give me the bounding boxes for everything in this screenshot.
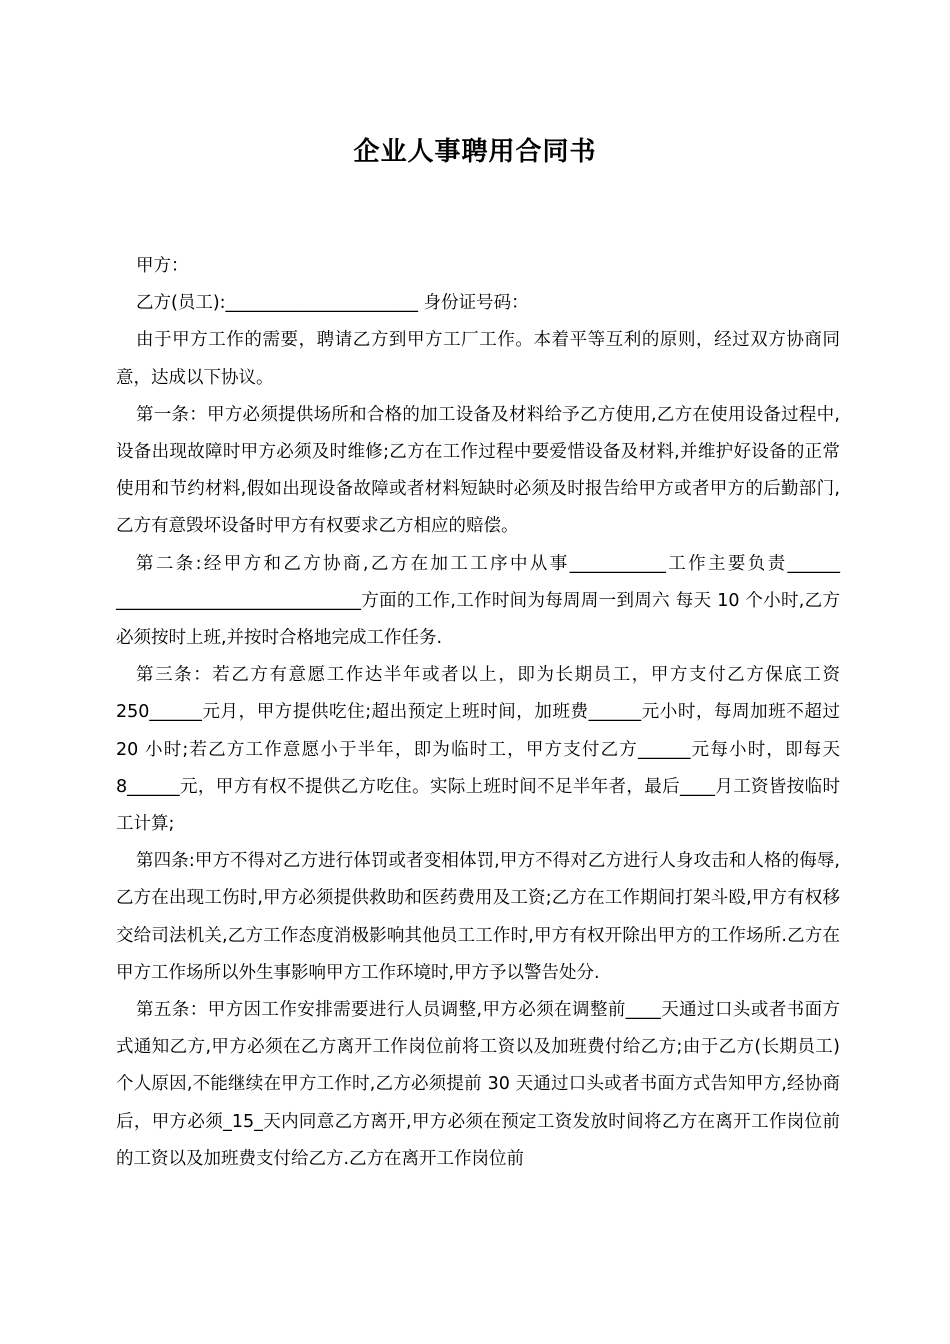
article-5-paragraph: 第五条：甲方因工作安排需要进行人员调整,甲方必须在调整前____天通过口头或者书面方式通知乙方,甲方必须在乙方离开工作岗位前将工资以及加班费付给乙方;由于乙方(长期员工)个人原因,不能继续在甲方工作时,乙方必须提前 30 天通过口头或者书面方式告知甲方,经协商后，甲方必须_15_天内同意乙方离开,甲方必须在预定工资发放时间将乙方在离开工作岗位前的工资以及加班费支付给乙方.乙方在离开工作岗位前 (116, 1000, 840, 1169)
article-4-paragraph: 第四条:甲方不得对乙方进行体罚或者变相体罚,甲方不得对乙方进行人身攻击和人格的侮辱,乙方在出现工伤时,甲方必须提供救助和医药费用及工资;乙方在工作期间打架斗殴,甲方有权移交给司法机关,乙方工作态度消极影响其他员工工作时,甲方有权开除出甲方的工作场所.乙方在甲方工作场所以外生事影响甲方工作环境时,甲方予以警告处分. (116, 851, 840, 983)
party-a-line: 甲方： (136, 256, 189, 276)
document-body (116, 248, 840, 1178)
article-3-paragraph: 第三条：若乙方有意愿工作达半年或者以上，即为长期员工，甲方支付乙方保底工资 250______元月，甲方提供吃住;超出预定上班时间，加班费______元小时，每周加班不超过 20 小时;若乙方工作意愿小于半年，即为临时工，甲方支付乙方______元每小时，即每天 8______元，甲方有权不提供乙方吃住。实际上班时间不足半年者，最后____月工资皆按临时工计算; (116, 665, 840, 835)
document-title: 企业人事聘用合同书 (353, 137, 597, 167)
article-1-paragraph: 第一条：甲方必须提供场所和合格的加工设备及材料给予乙方使用,乙方在使用设备过程中,设备出现故障时甲方必须及时维修;乙方在工作过程中要爱惜设备及材料,并维护好设备的正常使用和节约材料,假如出现设备故障或者材料短缺时必须及时报告给甲方或者甲方的后勤部门,乙方有意毁坏设备时甲方有权要求乙方相应的赔偿。 (116, 404, 840, 537)
preamble-paragraph: 由于甲方工作的需要，聘请乙方到甲方工厂工作。本着平等互利的原则，经过双方协商同意，达成以下协议。 (116, 330, 840, 388)
party-b-line: 乙方(员工):______________________ 身份证号码： (136, 293, 529, 314)
article-2-paragraph: 第二条:经甲方和乙方协商,乙方在加工工序中从事___________工作主要负责______ ____________________________方面的工作,工作时间为每周周一到周六 每天 10 个小时,乙方必须按时上班,并按时合格地完成工作任务. (116, 553, 840, 649)
